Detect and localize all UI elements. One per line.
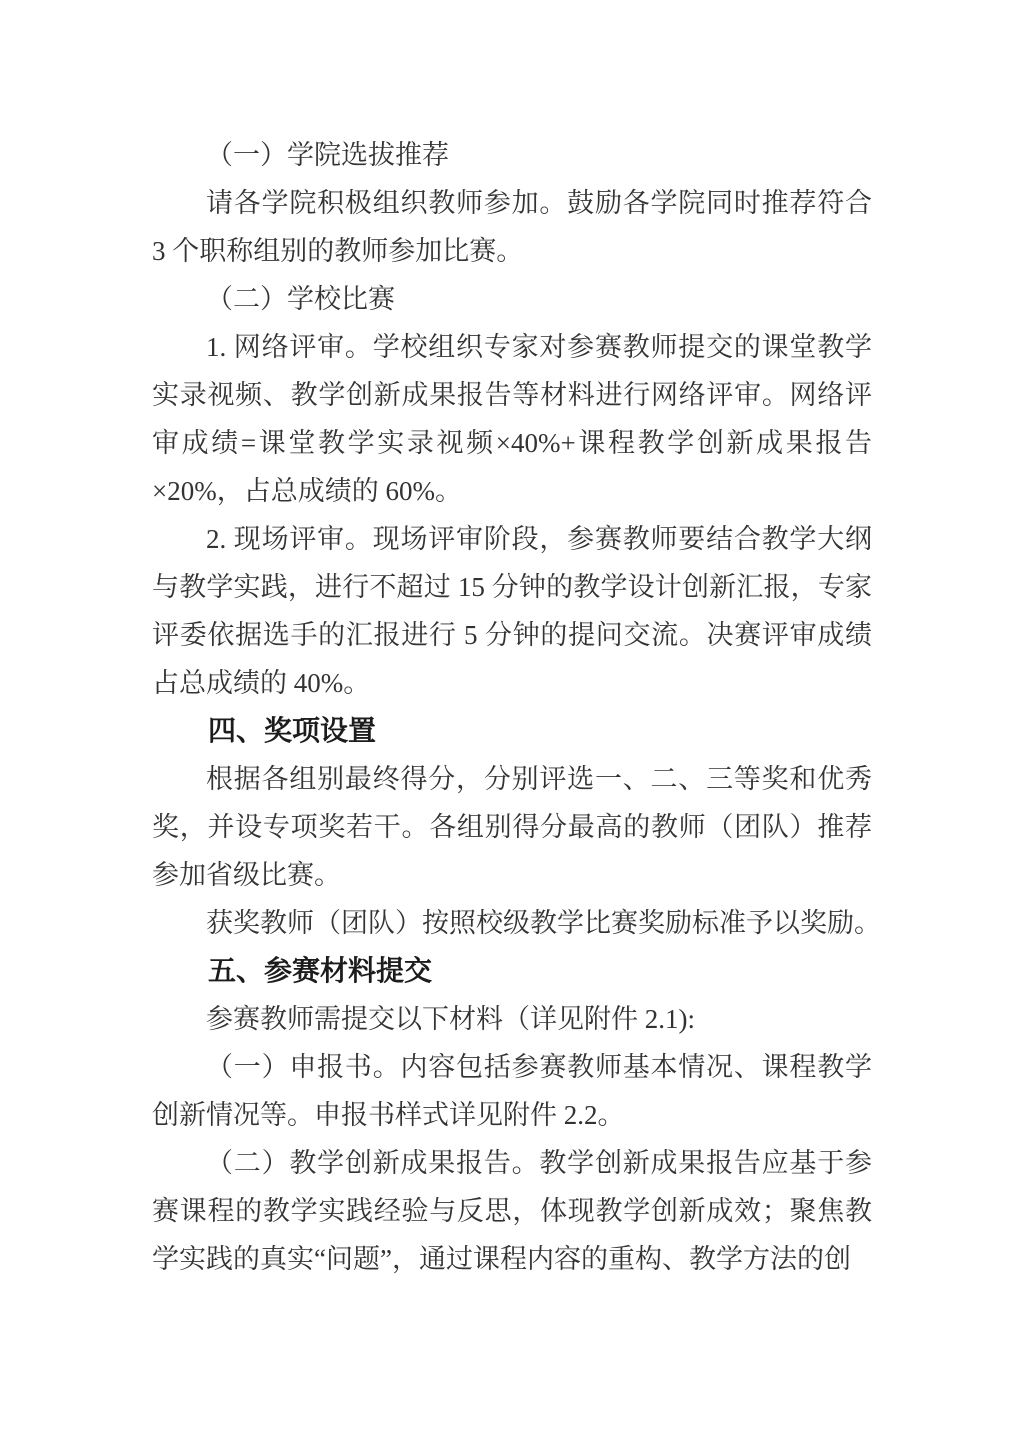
document-body: [152, 131, 881, 1283]
heading-4-awards-setup: 四、奖项设置: [208, 715, 377, 746]
paragraph-innovation-report: （二）教学创新成果报告。教学创新成果报告应基于参赛课程的教学实践经验与反思，体现教学创新成效；聚焦教学实践的真实“问题”，通过课程内容的重构、教学方法的创: [152, 1148, 872, 1274]
paragraph-materials-intro: 参赛教师需提交以下材料（详见附件 2.1):: [206, 1004, 695, 1034]
paragraph-award-standard: 获奖教师（团队）按照校级教学比赛奖励标准予以奖励。: [206, 908, 881, 938]
subheading-2-school-competition: （二）学校比赛: [206, 284, 395, 314]
paragraph-award-levels: 根据各组别最终得分，分别评选一、二、三等奖和优秀奖，并设专项奖若干。各组别得分最高的教师（团队）推荐参加省级比赛。: [152, 764, 872, 890]
paragraph-application-form: （一）申报书。内容包括参赛教师基本情况、课程教学创新情况等。申报书样式详见附件 2.2。: [152, 1052, 872, 1130]
subheading-1-college-selection: （一）学院选拔推荐: [206, 140, 449, 170]
paragraph-online-review: 1. 网络评审。学校组织专家对参赛教师提交的课堂教学实录视频、教学创新成果报告等材料进行网络评审。网络评审成绩=课堂教学实录视频×40%+课程教学创新成果报告×20%，占总成绩的 60%。: [152, 332, 872, 506]
paragraph-onsite-review: 2. 现场评审。现场评审阶段，参赛教师要结合教学大纲与教学实践，进行不超过 15 分钟的教学设计创新汇报，专家评委依据选手的汇报进行 5 分钟的提问交流。决赛评审成绩占总成绩的 40%。: [152, 524, 872, 698]
heading-5-materials-submission: 五、参赛材料提交: [208, 955, 433, 986]
paragraph-college-recommendation: 请各学院积极组织教师参加。鼓励各学院同时推荐符合 3 个职称组别的教师参加比赛。: [152, 188, 872, 266]
